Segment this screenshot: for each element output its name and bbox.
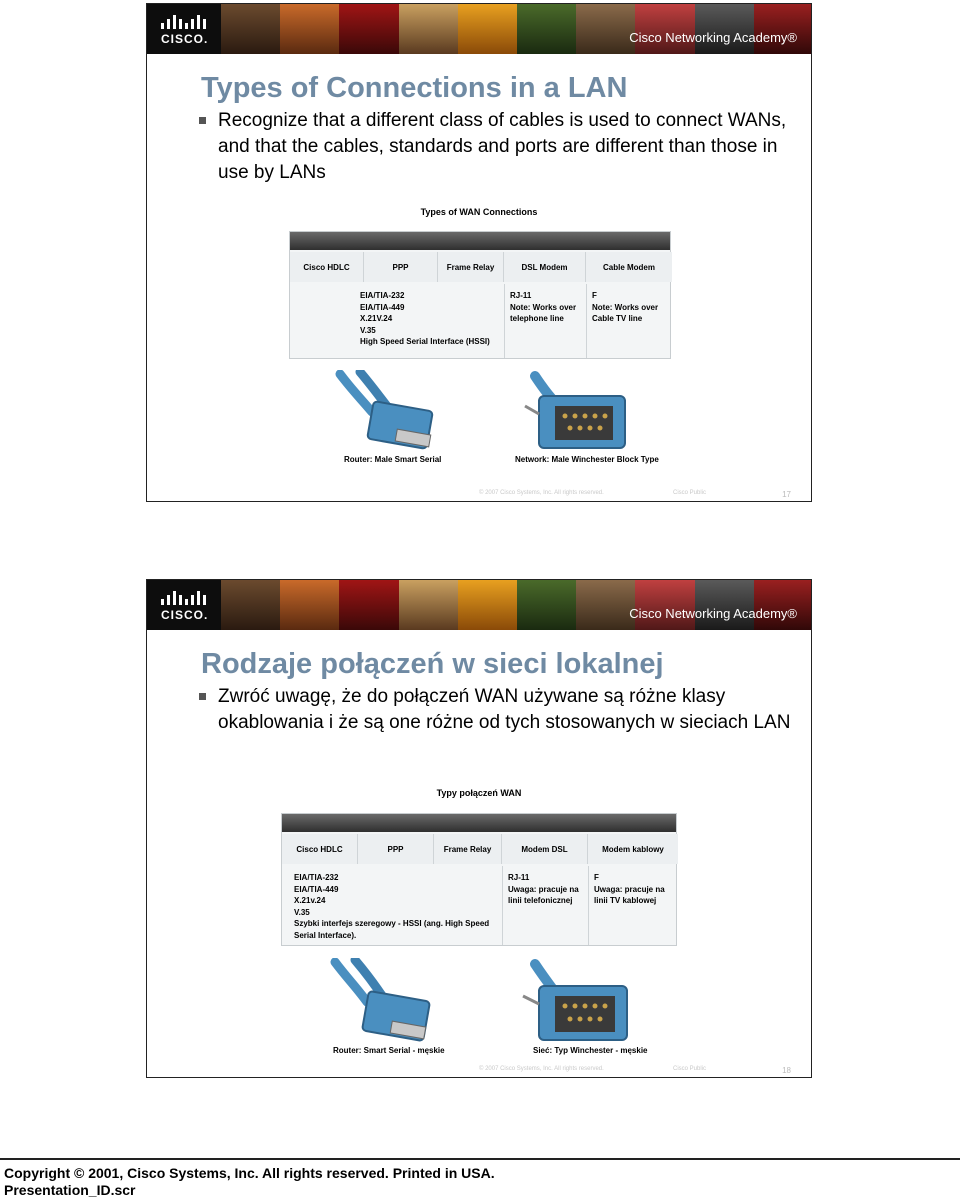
header-cisco-hdlc: Cisco HDLC [282,834,358,864]
footer-copyright-line: Copyright © 2001, Cisco Systems, Inc. All rights reserved. Printed in USA. [4,1165,495,1181]
slide-18 [146,579,812,1078]
winchester-connector-image [515,370,635,456]
slide-17 [146,3,812,502]
cable-info-cell: F Uwaga: pracuje na linii TV kablowej [594,873,665,905]
serial-standards-cell: EIA/TIA-232 EIA/TIA-449 X.21V.24 V.35 High Speed Serial Interface (HSSI) [360,291,490,346]
bullet-square-icon [199,693,206,700]
footer-presentation-id: Presentation_ID.scr [4,1182,136,1198]
cisco-logo [147,580,221,630]
slide-title: Rodzaje połączeń w sieci lokalnej [201,648,664,680]
footer-copyright: © 2007 Cisco Systems, Inc. All rights reserved. [479,1066,604,1072]
dsl-info-cell: RJ-11 Note: Works over telephone line [510,291,577,323]
page-footer-rule [0,1158,960,1160]
smart-serial-connector-image [327,958,439,1044]
header-cisco-hdlc: Cisco HDLC [290,252,364,282]
wan-connections-table [281,813,677,946]
page-number: 17 [782,490,791,499]
header-modem-kablowy: Modem kablowy [588,834,678,864]
serial-standards-cell: EIA/TIA-232 EIA/TIA-449 X.21v.24 V.35 Szybki interfejs szeregowy - HSSI (ang. High Speed Serial Interface). [294,873,490,940]
cisco-logo-text: CISCO. [161,608,209,622]
academy-label: Cisco Networking Academy® [629,30,797,45]
page-footer [4,1165,495,1199]
caption-network: Sieć: Typ Winchester - męskie [533,1046,648,1055]
caption-router: Router: Male Smart Serial [344,455,442,464]
cisco-logo [147,4,221,54]
bullet-text: Zwróć uwagę, że do połączeń WAN używane są różne klasy okablowania i że są one różne od tych stosowanych w sieciach LAN [218,686,791,733]
banner-photo-strip [221,4,811,54]
wan-connections-table [289,231,671,359]
header-frame-relay: Frame Relay [434,834,502,864]
figure-title: Types of WAN Connections [420,207,538,217]
footer-public: Cisco Public [673,490,707,496]
slide-banner [147,4,811,54]
figure-title: Typy połączeń WAN [436,788,522,798]
bullet-square-icon [199,117,206,124]
academy-label: Cisco Networking Academy® [629,606,797,621]
winchester-connector-image [513,958,637,1048]
header-dsl-modem: DSL Modem [504,252,586,282]
cisco-bars-icon [161,591,209,605]
page-number: 18 [782,1066,791,1075]
footer-public: Cisco Public [673,1066,707,1072]
dsl-info-cell: RJ-11 Uwaga: pracuje na linii telefonicznej [508,873,579,905]
cisco-bars-icon [161,15,209,29]
table-top-bar [282,814,676,832]
header-cable-modem: Cable Modem [586,252,672,282]
smart-serial-connector-image [332,370,442,452]
caption-network: Network: Male Winchester Block Type [515,455,659,464]
header-frame-relay: Frame Relay [438,252,504,282]
header-ppp: PPP [358,834,434,864]
slide-banner [147,580,811,630]
cisco-logo-text: CISCO. [161,32,209,46]
header-modem-dsl: Modem DSL [502,834,588,864]
footer-copyright: © 2007 Cisco Systems, Inc. All rights reserved. [479,490,604,496]
cable-info-cell: F Note: Works over Cable TV line [592,291,659,323]
banner-photo-strip [221,580,811,630]
caption-router: Router: Smart Serial - męskie [333,1046,445,1055]
table-top-bar [290,232,670,250]
header-ppp: PPP [364,252,438,282]
slide-title: Types of Connections in a LAN [201,72,628,104]
bullet-text: Recognize that a different class of cables is used to connect WANs, and that the cables, standards and ports are different than those in use by LANs [218,110,787,183]
